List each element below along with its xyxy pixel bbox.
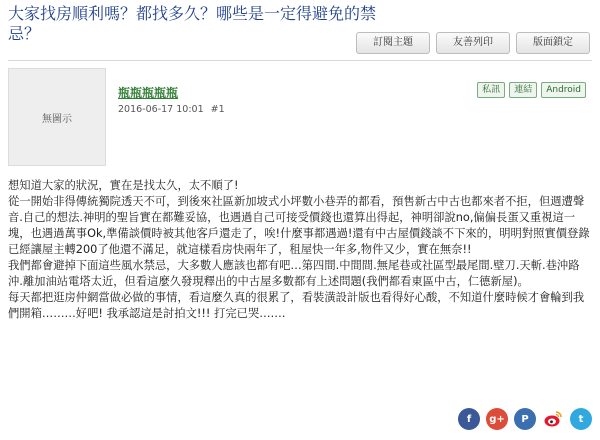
twitter-icon[interactable]: t <box>570 408 592 430</box>
post-meta <box>118 104 225 115</box>
header-divider <box>8 60 592 61</box>
topic-title: 大家找房順利嗎？都找多久？哪些是一定得避免的禁忌？ <box>8 4 377 43</box>
facebook-icon[interactable]: f <box>458 408 480 430</box>
author-name[interactable]: 瓶瓶瓶瓶瓶 <box>118 86 179 100</box>
post-date: 2016-06-17 10:01 <box>118 104 204 115</box>
avatar-placeholder-label: 無圖示 <box>42 113 72 125</box>
post-floor[interactable]: #1 <box>210 104 225 115</box>
avatar[interactable] <box>8 68 106 166</box>
print-button[interactable]: 友善列印 <box>436 32 510 54</box>
post-paragraph: 想知道大家的狀況，實在是找太久，太不順了! <box>8 179 239 192</box>
share-bar <box>458 408 592 430</box>
weibo-icon[interactable] <box>542 408 564 430</box>
link-badge[interactable]: 連結 <box>509 82 537 98</box>
post-header <box>8 68 592 172</box>
topic-toolbar <box>356 32 590 54</box>
post-paragraph: 我們都會避掉下面這些風水禁忌，大多數人應該也都有吧…第四間.中間間.無尾巷或社區型最尾間.壁刀.天斬.巷沖路沖.離加油站電塔太近，但看這麼久發現釋出的中古屋多數都有上述問題(我們都看東區中古，仁德新屋)。 <box>8 259 580 288</box>
subscribe-button[interactable]: 訂閱主題 <box>356 32 430 54</box>
plurk-icon[interactable]: P <box>514 408 536 430</box>
googleplus-icon[interactable]: g+ <box>486 408 508 430</box>
android-badge[interactable]: Android <box>541 82 586 98</box>
post-paragraph: 每天都把逛房仲網當做必做的事情，看這麼久真的很累了，看裝潢設計版也看得好心酸，不知道什麼時候才會輪到我們開箱………好吧! 我承認這是討拍文!!! 打完已哭……. <box>8 291 585 320</box>
private-message-badge[interactable]: 私訊 <box>477 82 505 98</box>
post-paragraph: 從一開始非得傳統獨院透天不可，到後來社區新加坡式小坪數小巷弄的都看，預售新古中古也都來者不拒，但週遭聲音.自己的想法.神明的聖旨實在都難妥協，也遇過自己可接受價錢也還算出得起，神明卻說no,偏偏長蛋又重視這一塊，也遇過萬事Ok,準備談價時被其他客戶還走了，唉!什麼事都遇過!還有中古屋價錢談不下來的，明明對照實價登錄已經讓屋主轉200了他還不滿足，就這樣看房快兩年了，租屋快一年多,物件又少，實在無奈!! <box>8 195 590 256</box>
post-content <box>8 178 592 322</box>
lock-layout-button[interactable]: 版面鎖定 <box>516 32 590 54</box>
user-action-badges <box>477 82 586 98</box>
